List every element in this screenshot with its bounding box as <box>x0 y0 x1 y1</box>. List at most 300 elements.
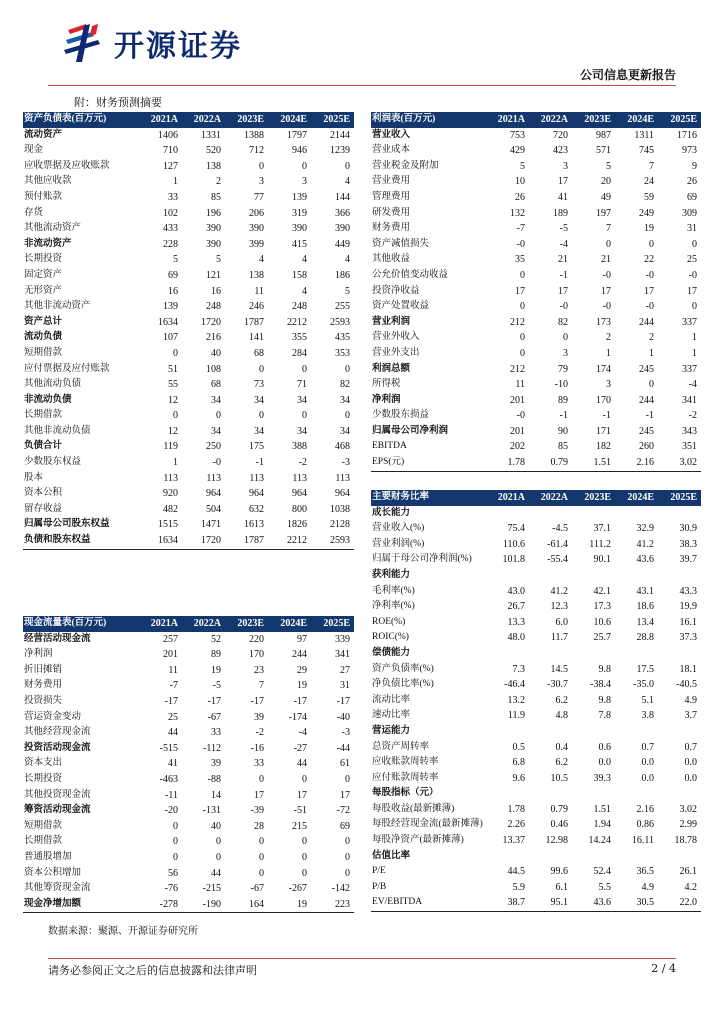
row-label: 现金净增加额 <box>23 897 139 913</box>
cell-value: 21 <box>601 254 611 266</box>
table-row <box>23 517 354 533</box>
disclaimer-text: 请务必参阅正文之后的信息披露和法律声明 <box>48 964 257 977</box>
cell-value: 2593 <box>311 533 354 549</box>
cell-value: 246 <box>249 301 264 313</box>
cell-value <box>615 646 658 662</box>
cell-value: -11 <box>165 789 178 801</box>
cell-value: 17 <box>340 789 350 801</box>
row-label: 资产处置收益 <box>372 301 430 312</box>
cell-value: -215 <box>202 883 221 895</box>
cell-value: 43.3 <box>679 585 697 597</box>
cell-value: 17 <box>515 285 525 297</box>
cell-value <box>529 506 572 522</box>
cell-value: 170 <box>596 394 611 406</box>
cell-value: 0 <box>216 410 221 422</box>
cell-value: 5 <box>345 285 350 297</box>
cell-value: 201 <box>510 425 525 437</box>
table-row <box>23 377 354 393</box>
year-header: 2022A <box>529 112 572 128</box>
cell-value: 3 <box>563 347 568 359</box>
cell-value: 399 <box>249 238 264 250</box>
cell-value: 920 <box>163 488 178 500</box>
table-row <box>371 424 701 440</box>
row-label: 负债合计 <box>24 441 63 452</box>
cell-value: 39.3 <box>593 772 611 784</box>
table-row <box>371 159 701 175</box>
year-header: 2025E <box>658 112 701 128</box>
cell-value: 4.2 <box>684 881 697 893</box>
cell-value: 351 <box>682 441 697 453</box>
cell-value: 5 <box>520 160 525 172</box>
row-label: 净利润 <box>372 394 401 405</box>
cell-value: -0 <box>516 410 525 422</box>
cell-value: 712 <box>249 145 264 157</box>
cell-value: 309 <box>682 207 697 219</box>
cell-value: 337 <box>682 363 697 375</box>
cell-value: -142 <box>331 883 350 895</box>
cell-value: 17 <box>254 789 264 801</box>
cell-value: 0 <box>345 160 350 172</box>
cell-value: 13.2 <box>507 694 525 706</box>
cell-value: 30.9 <box>679 523 697 535</box>
cell-value: 19.9 <box>679 601 697 613</box>
cell-value: 9 <box>692 160 697 172</box>
cell-value: 11 <box>168 664 178 676</box>
table-row <box>371 268 701 284</box>
cell-value: 1720 <box>201 316 221 328</box>
row-label: 每股经营现金流(最新摊薄) <box>372 819 483 830</box>
cell-value: -3 <box>341 457 350 469</box>
row-label: 营业利润 <box>372 316 411 327</box>
row-label: 长期借款 <box>24 410 63 421</box>
cell-value <box>529 786 572 802</box>
table-row <box>23 330 354 346</box>
cell-value: 34 <box>297 425 307 437</box>
cell-value: 41 <box>558 191 568 203</box>
table-row <box>371 346 701 362</box>
cell-value: 964 <box>292 488 307 500</box>
table-row <box>371 802 701 818</box>
table-row <box>371 864 701 880</box>
cell-value: 449 <box>335 238 350 250</box>
row-label: 资本公积 <box>24 488 63 499</box>
row-label: 营业成本 <box>372 145 411 156</box>
row-label: 营业收入(%) <box>372 523 425 534</box>
cell-value: 173 <box>596 316 611 328</box>
cell-value: 2144 <box>330 129 350 141</box>
cell-value: 0 <box>520 332 525 344</box>
cell-value: 22.0 <box>658 895 701 911</box>
cell-value: 11 <box>254 285 264 297</box>
row-label: 应收账款周转率 <box>372 757 439 768</box>
cell-value: -4 <box>298 727 307 739</box>
brand-mark-icon <box>62 20 108 66</box>
cell-value: 144 <box>335 191 350 203</box>
cell-value: 101.8 <box>502 554 525 566</box>
cell-value: -267 <box>288 883 307 895</box>
report-type: 公司信息更新报告 <box>579 68 676 82</box>
cell-value: 632 <box>249 503 264 515</box>
cell-value: 174 <box>596 363 611 375</box>
cell-value: 0.4 <box>555 741 568 753</box>
cell-value: 35 <box>515 254 525 266</box>
table-row <box>371 568 701 584</box>
cell-value: 4 <box>345 176 350 188</box>
year-header: 2025E <box>311 616 354 632</box>
cell-value: -40.5 <box>676 679 697 691</box>
cell-value: 223 <box>311 897 354 913</box>
cell-value: 0 <box>563 332 568 344</box>
row-label: 少数股东损益 <box>372 410 430 421</box>
cell-value: 0.79 <box>550 803 568 815</box>
cell-value: 0 <box>345 836 350 848</box>
cell-value: 248 <box>292 301 307 313</box>
cell-value: 987 <box>596 129 611 141</box>
cell-value: 1 <box>606 347 611 359</box>
table-row <box>371 506 701 522</box>
row-label: 毛利率(%) <box>372 585 415 596</box>
row-label: 流动资产 <box>24 129 63 140</box>
cell-value: 3 <box>259 176 264 188</box>
table-row <box>23 408 354 424</box>
cell-value: 33 <box>211 727 221 739</box>
row-label: 长期借款 <box>24 836 63 847</box>
cell-value: 10 <box>515 176 525 188</box>
row-label: 营业外支出 <box>372 347 420 358</box>
cell-value: 0 <box>259 160 264 172</box>
cell-value: 0 <box>259 773 264 785</box>
cell-value: 2 <box>216 176 221 188</box>
cell-value: 82 <box>558 316 568 328</box>
cell-value: 43.6 <box>572 895 615 911</box>
row-label: 投资损失 <box>24 695 63 706</box>
cell-value: -88 <box>207 773 221 785</box>
table-row <box>371 708 701 724</box>
cell-value: 0.0 <box>641 757 654 769</box>
cell-value: 32.9 <box>636 523 654 535</box>
cell-value: 0 <box>302 160 307 172</box>
table-row <box>23 725 354 741</box>
table-row <box>23 128 354 144</box>
cell-value: 18.78 <box>674 835 697 847</box>
year-header: 2023E <box>572 112 615 128</box>
cell-value: 77 <box>254 191 264 203</box>
cell-value: -35.0 <box>633 679 654 691</box>
row-label: 短期借款 <box>24 820 63 831</box>
year-header: 2021A <box>139 112 182 128</box>
table-row <box>23 206 354 222</box>
table-row <box>23 834 354 850</box>
table-row <box>371 439 701 455</box>
cell-value: 0 <box>345 773 350 785</box>
cell-value: 7 <box>606 223 611 235</box>
cell-value: 33 <box>254 758 264 770</box>
cell-value: 1 <box>692 332 697 344</box>
cell-value: 43.1 <box>636 585 654 597</box>
cell-value: -17 <box>164 695 178 707</box>
cell-value: -4 <box>559 238 568 250</box>
year-header: 2021A <box>486 112 529 128</box>
cell-value <box>529 646 572 662</box>
table-row <box>23 756 354 772</box>
cell-value: 107 <box>163 332 178 344</box>
cell-value: 2.16 <box>636 803 654 815</box>
cell-value: 1720 <box>182 533 225 549</box>
cell-value: 16 <box>168 285 178 297</box>
cell-value: -7 <box>169 680 178 692</box>
cell-value: 41.2 <box>636 538 654 550</box>
cell-value: 17 <box>644 285 654 297</box>
row-label: EV/EBITDA <box>371 895 486 911</box>
row-label: 经营活动现金流 <box>24 633 91 644</box>
cell-value: 56 <box>168 867 178 879</box>
cell-value: 0 <box>259 836 264 848</box>
table-row <box>371 646 701 662</box>
cell-value: 250 <box>206 441 221 453</box>
cell-value: 34 <box>297 394 307 406</box>
row-label: 长期投资 <box>24 254 63 265</box>
cell-value: 0 <box>692 238 697 250</box>
cell-value: -38.4 <box>590 679 611 691</box>
row-label: 固定资产 <box>24 269 63 280</box>
cell-value: 31 <box>687 223 697 235</box>
cell-value: 220 <box>249 633 264 645</box>
table-row <box>23 663 354 679</box>
cell-value: 139 <box>163 301 178 313</box>
cell-value: 964 <box>206 488 221 500</box>
cell-value: -27 <box>293 742 307 754</box>
table-row <box>23 647 354 663</box>
row-label: 流动比率 <box>372 694 411 705</box>
cell-value: 5.5 <box>598 881 611 893</box>
table-row <box>371 330 701 346</box>
table-row <box>371 552 701 568</box>
cell-value: 69 <box>168 269 178 281</box>
table-row <box>23 819 354 835</box>
cell-value: 1311 <box>634 129 654 141</box>
cell-value: 1797 <box>287 129 307 141</box>
cell-value: -4.5 <box>552 523 568 535</box>
table-row <box>23 237 354 253</box>
cell-value: 18.6 <box>636 601 654 613</box>
cell-value: 23 <box>254 664 264 676</box>
cell-value: 19 <box>211 664 221 676</box>
table-row <box>371 662 701 678</box>
row-label: 其他流动资产 <box>24 223 82 234</box>
table-row <box>371 817 701 833</box>
cell-value: -30.7 <box>547 679 568 691</box>
cell-value <box>658 849 701 865</box>
cell-value: -0 <box>559 301 568 313</box>
cell-value: 482 <box>163 503 178 515</box>
cell-value: 95.1 <box>529 895 572 911</box>
cell-value: 12.3 <box>550 601 568 613</box>
cell-value <box>658 568 701 584</box>
cell-value: 0.0 <box>684 772 697 784</box>
cell-value: 61 <box>340 758 350 770</box>
cell-value: 1 <box>649 347 654 359</box>
cell-value: 257 <box>163 633 178 645</box>
cell-value: -174 <box>288 711 307 723</box>
cell-value: 68 <box>211 379 221 391</box>
cell-value: -0 <box>688 269 697 281</box>
table-row <box>23 632 354 648</box>
cell-value: 52.4 <box>593 866 611 878</box>
year-header: 2025E <box>311 112 354 128</box>
cell-value: 12 <box>168 425 178 437</box>
cell-value: 0 <box>302 867 307 879</box>
row-label: 成长能力 <box>372 507 411 518</box>
cell-value: 17.5 <box>636 663 654 675</box>
cell-value: 1.51 <box>593 803 611 815</box>
table-row <box>371 615 701 631</box>
cell-value: 1613 <box>244 519 264 531</box>
cell-value: 202 <box>510 441 525 453</box>
cell-value: 0.86 <box>636 819 654 831</box>
row-label: 资产总计 <box>24 316 63 327</box>
cell-value: 973 <box>682 145 697 157</box>
financial-ratios-table <box>371 490 701 912</box>
cell-value: 0.5 <box>512 741 525 753</box>
cell-value: 429 <box>510 145 525 157</box>
cell-value: -0 <box>645 269 654 281</box>
row-label: 营业外收入 <box>372 332 420 343</box>
cell-value: -10 <box>554 379 568 391</box>
cell-value: 284 <box>292 347 307 359</box>
cell-value: 520 <box>206 145 221 157</box>
cell-value: 52 <box>211 633 221 645</box>
cell-value: -17 <box>336 695 350 707</box>
table-row <box>23 346 354 362</box>
cell-value: 0.0 <box>641 772 654 784</box>
cell-value: 139 <box>292 191 307 203</box>
row-label: 营业利润(%) <box>372 538 425 549</box>
row-label: 净利润 <box>24 649 53 660</box>
table-row <box>371 237 701 253</box>
cell-value: -20 <box>164 805 178 817</box>
cell-value <box>486 568 529 584</box>
cell-value: 1787 <box>225 533 268 549</box>
row-label: 公允价值变动收益 <box>372 269 449 280</box>
cell-value: 0 <box>302 851 307 863</box>
table-row <box>23 315 354 331</box>
balance-sheet-table <box>23 112 354 550</box>
cell-value: 1 <box>692 347 697 359</box>
row-label: 净利率(%) <box>372 601 415 612</box>
cell-value: 260 <box>639 441 654 453</box>
cell-value: 111.2 <box>589 538 611 550</box>
cell-value: 85 <box>558 441 568 453</box>
cell-value: 390 <box>206 238 221 250</box>
year-header: 2023E <box>225 616 268 632</box>
cell-value: 1.94 <box>593 819 611 831</box>
cell-value: 366 <box>335 207 350 219</box>
cell-value <box>486 786 529 802</box>
cell-value: -2 <box>688 410 697 422</box>
row-label: ROE(%) <box>372 616 406 627</box>
cell-value: 4 <box>302 254 307 266</box>
cell-value: 1406 <box>158 129 178 141</box>
cell-value: 0 <box>216 836 221 848</box>
cell-value: -278 <box>139 897 182 913</box>
cell-value: 5 <box>173 254 178 266</box>
cell-value: 27 <box>340 664 350 676</box>
cell-value: -51 <box>293 805 307 817</box>
cell-value: 6.2 <box>555 757 568 769</box>
cell-value: 0 <box>173 836 178 848</box>
table-header-row <box>371 112 701 128</box>
cell-value: 245 <box>639 363 654 375</box>
cell-value: 341 <box>335 649 350 661</box>
cell-value: 14.5 <box>550 663 568 675</box>
cell-value: 34 <box>254 425 264 437</box>
cell-value: 353 <box>335 347 350 359</box>
table-row <box>371 455 701 471</box>
year-header: 2022A <box>182 616 225 632</box>
table-row <box>371 521 701 537</box>
row-label: 其他投资现金流 <box>24 789 91 800</box>
cell-value: 4 <box>345 254 350 266</box>
table-row <box>23 741 354 757</box>
table-row <box>23 881 354 897</box>
table-row <box>23 710 354 726</box>
cell-value: 34 <box>340 394 350 406</box>
cell-value: 0 <box>345 867 350 879</box>
row-label: 利润总额 <box>372 363 411 374</box>
cell-value: 39 <box>211 758 221 770</box>
cell-value: 2593 <box>330 316 350 328</box>
cell-value <box>615 849 658 865</box>
cell-value: 745 <box>639 145 654 157</box>
row-label: EPS(元) <box>371 455 486 471</box>
year-header: 2022A <box>529 490 572 506</box>
cell-value: 206 <box>249 207 264 219</box>
table-row <box>23 284 354 300</box>
cell-value: 113 <box>206 472 221 484</box>
cell-value: -40 <box>336 711 350 723</box>
table-row <box>371 377 701 393</box>
cell-value: 0 <box>520 347 525 359</box>
cell-value: 16.1 <box>679 616 697 628</box>
cell-value: 164 <box>225 897 268 913</box>
cell-value: 1388 <box>244 129 264 141</box>
cell-value <box>572 568 615 584</box>
cell-value: 0.0 <box>598 757 611 769</box>
cell-value: 3.02 <box>658 455 701 471</box>
appendix-title: 附：财务预测摘要 <box>74 96 162 109</box>
cell-value: -2 <box>255 727 264 739</box>
cell-value <box>658 506 701 522</box>
row-label: 研发费用 <box>372 207 411 218</box>
cell-value: 0 <box>606 238 611 250</box>
cell-value <box>572 724 615 740</box>
cell-value: 9.6 <box>512 772 525 784</box>
table-header-row <box>371 490 701 506</box>
cell-value: 28.8 <box>636 632 654 644</box>
cell-value: 31 <box>340 680 350 692</box>
cell-value: -76 <box>164 883 178 895</box>
cell-value <box>572 506 615 522</box>
cell-value: 800 <box>292 503 307 515</box>
cell-value: -1 <box>602 410 611 422</box>
cell-value: 12.98 <box>545 835 568 847</box>
cell-value: 0 <box>259 867 264 879</box>
cell-value: 4.8 <box>555 710 568 722</box>
cell-value: 17 <box>558 285 568 297</box>
cell-value <box>658 786 701 802</box>
cell-value: 44.5 <box>507 866 525 878</box>
table-row <box>23 486 354 502</box>
